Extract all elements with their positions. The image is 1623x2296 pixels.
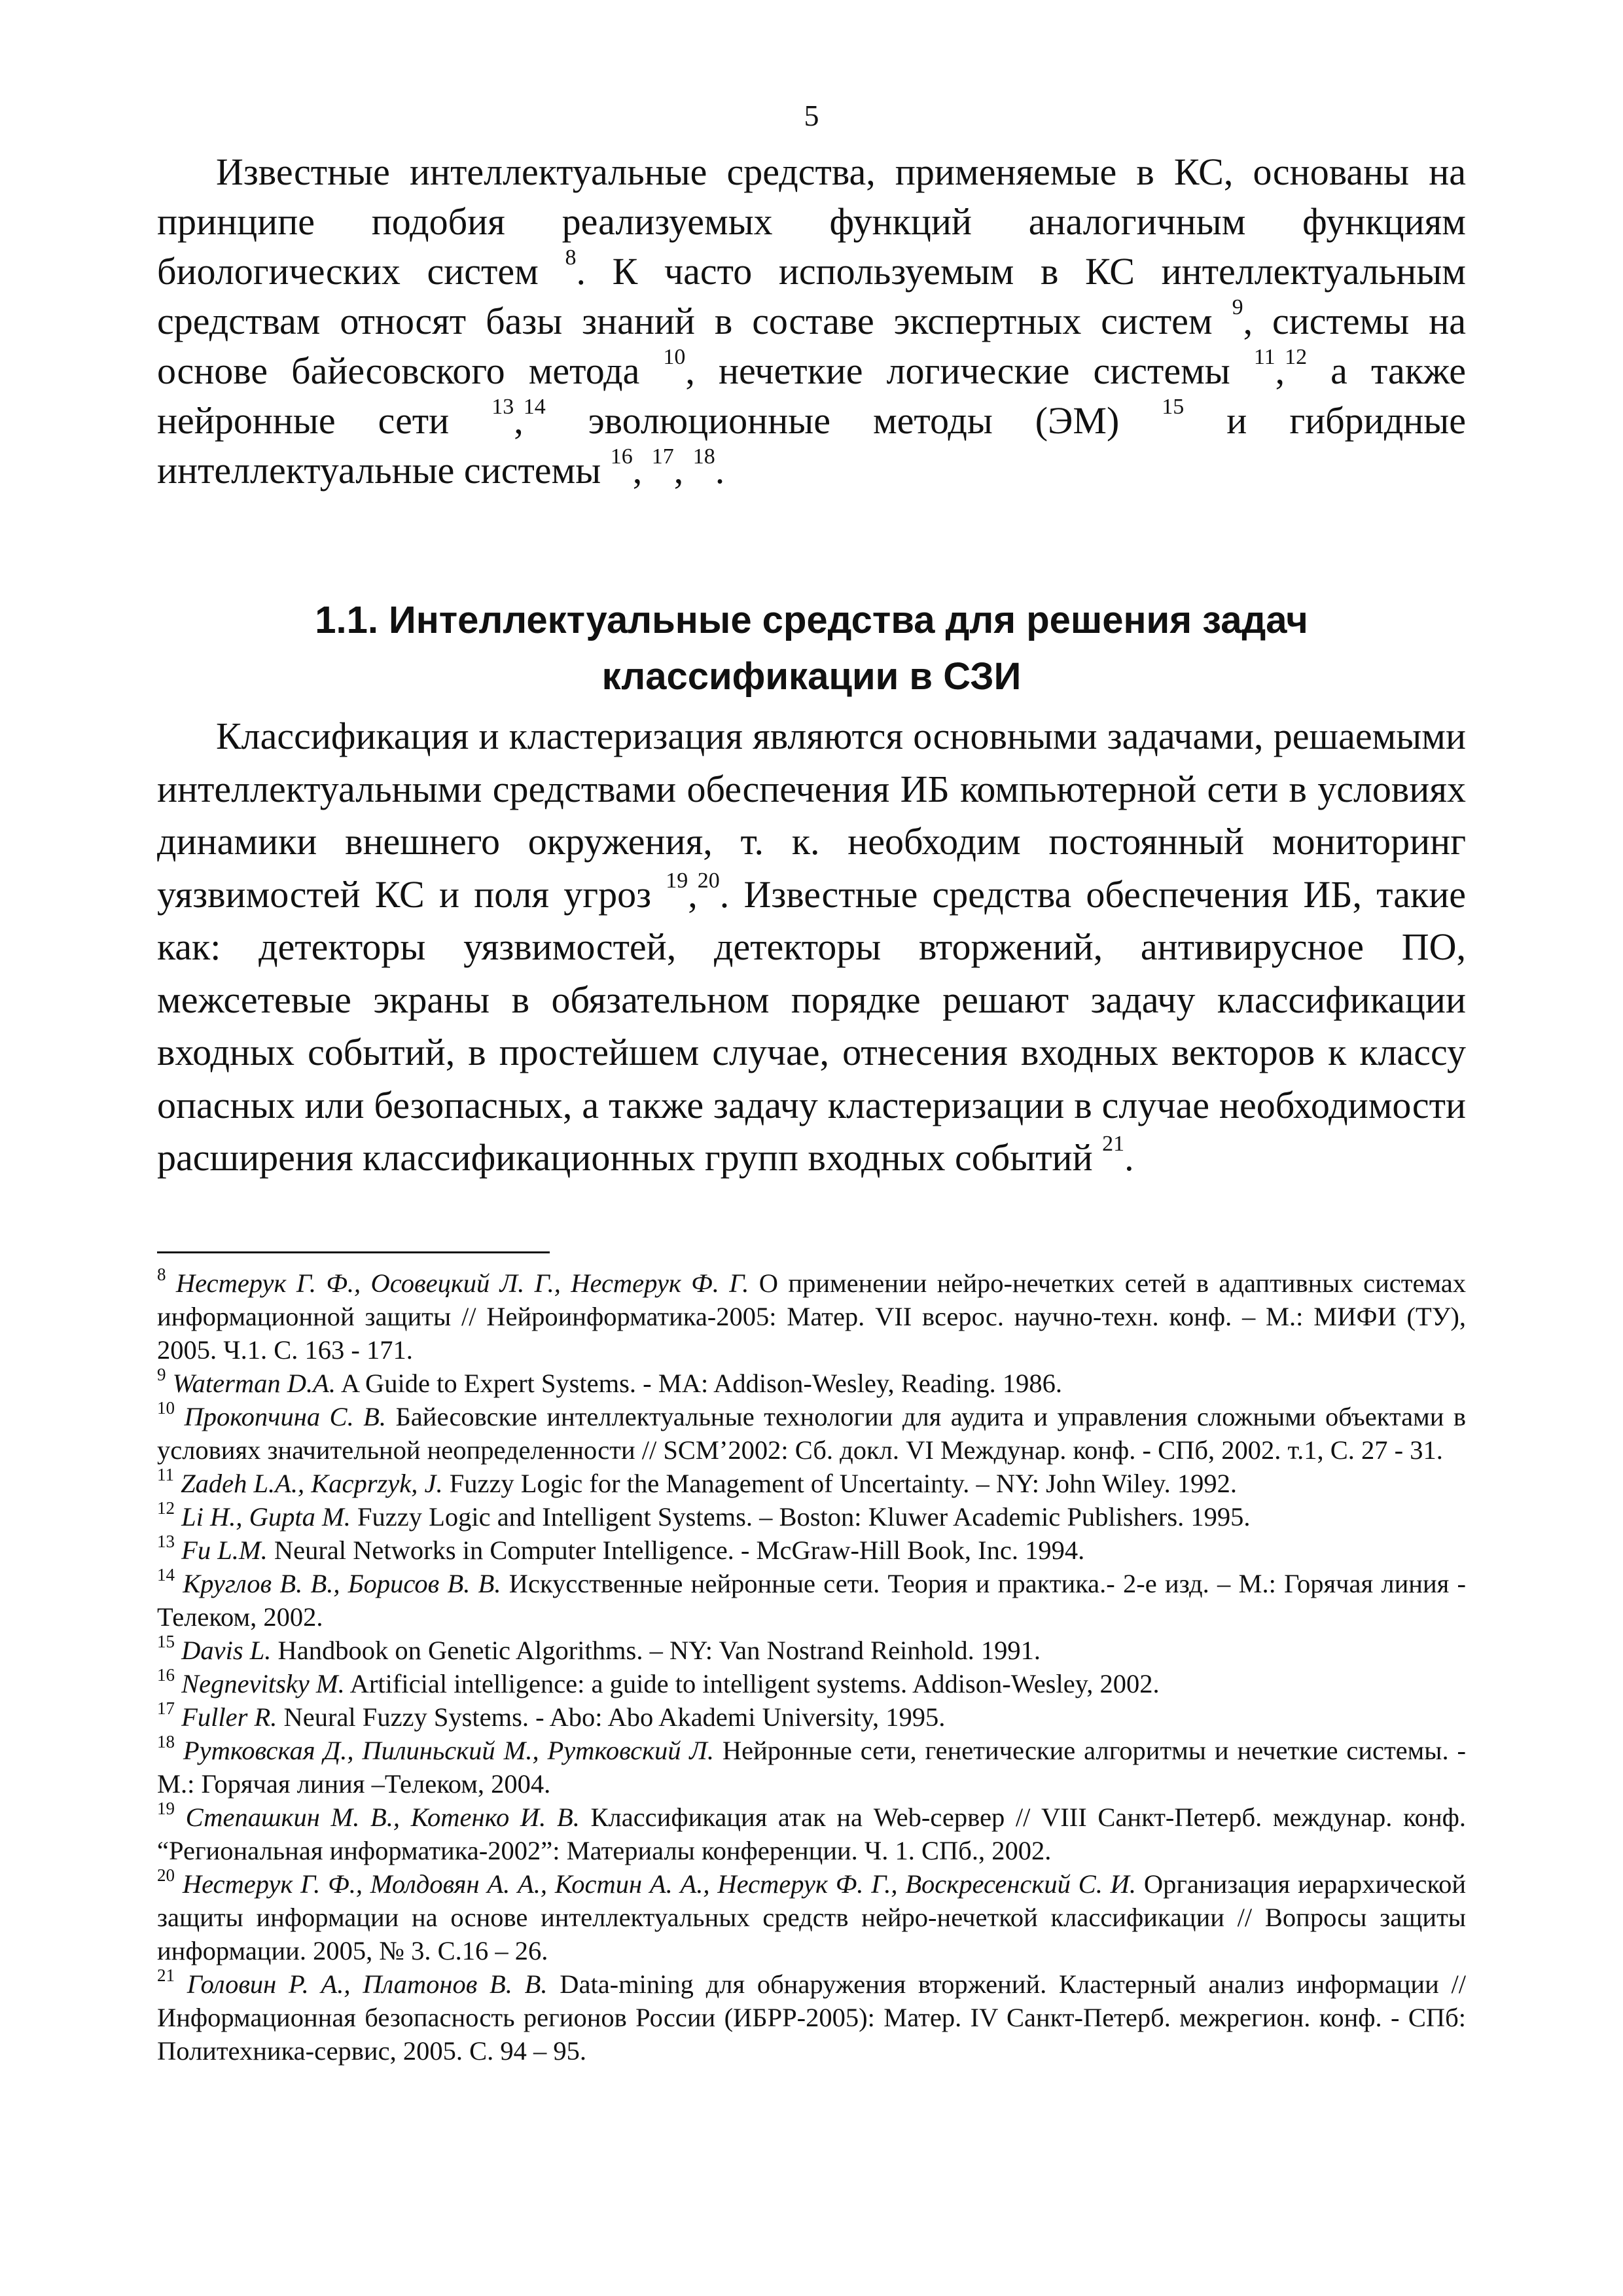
footnote-ref-10[interactable]: 10	[663, 345, 686, 369]
footnote-authors: Davis L.	[181, 1636, 272, 1665]
footnote-authors: Zadeh L.A., Kacprzyk, J.	[181, 1469, 443, 1498]
text-run: ,	[632, 449, 652, 492]
footnote-number: 21	[157, 1965, 175, 1985]
text-run: и гибридные интеллектуальные системы	[157, 399, 1466, 492]
footnote-17	[157, 1700, 1466, 1734]
text-run: эволюционные методы (ЭМ)	[545, 399, 1162, 442]
footnote-number: 15	[157, 1632, 175, 1651]
text-run: ,	[514, 399, 524, 442]
footnote-19	[157, 1801, 1466, 1867]
footnote-number: 12	[157, 1498, 175, 1518]
page-number: 5	[804, 99, 819, 132]
footnote-ref-12[interactable]: 12	[1285, 345, 1308, 369]
footnote-10	[157, 1400, 1466, 1467]
footnote-20	[157, 1867, 1466, 1967]
footnote-authors: Прокопчина С. В.	[184, 1402, 387, 1431]
footnote-text: Neural Fuzzy Systems. - Abo: Abo Akademi University, 1995.	[277, 1702, 946, 1732]
footnote-ref-18[interactable]: 18	[692, 444, 715, 469]
footnote-number: 18	[157, 1732, 175, 1751]
intro-paragraph	[157, 147, 1466, 495]
footnote-ref-21[interactable]: 21	[1102, 1132, 1125, 1156]
footnote-16	[157, 1667, 1466, 1700]
footnote-text: О применении нейро-нечетких сетей в адаптивных системах информационной защиты // Нейроинформатика-2005: Матер. VII всерос. научно-техн. конф. – М.: МИФИ (ТУ), 2005. Ч.1. С. 163 - 171.	[157, 1268, 1466, 1365]
footnote-authors: Степашкин М. В., Котенко И. В.	[185, 1803, 580, 1832]
footnote-12	[157, 1500, 1466, 1534]
footnote-number: 14	[157, 1565, 175, 1585]
footnote-21	[157, 1967, 1466, 2068]
footnote-ref-8[interactable]: 8	[565, 245, 577, 270]
footnote-authors: Fu L.M.	[181, 1535, 268, 1565]
section-paragraph	[157, 710, 1466, 1185]
text-run: . К часто используемым в КС интеллектуальным средствам относят базы знаний в составе экспертных систем	[157, 250, 1467, 342]
footnote-11	[157, 1467, 1466, 1500]
text-run: Классификация и кластеризация являются основными задачами, решаемыми интеллектуальными средствами обеспечения ИБ компьютерной сети в условиях динамики внешнего окружения, т. к. необходим постоянный мониторинг уязвимостей КС и поля угроз	[157, 715, 1466, 916]
footnote-13	[157, 1534, 1466, 1567]
footnote-ref-14[interactable]: 14	[523, 395, 546, 419]
footnote-15	[157, 1634, 1466, 1667]
footnote-text: Neural Networks in Computer Intelligence. - McGraw-Hill Book, Inc. 1994.	[267, 1535, 1085, 1565]
footnote-8	[157, 1266, 1466, 1367]
footnotes-list	[157, 1266, 1466, 2068]
footnote-authors: Круглов В. В., Борисов В. В.	[183, 1569, 501, 1598]
footnote-ref-17[interactable]: 17	[651, 444, 674, 469]
footnote-authors: Li H., Gupta M.	[181, 1502, 351, 1532]
footnote-authors: Нестерук Г. Ф., Молдовян А. А., Костин А. А., Нестерук Ф. Г., Воскресенский С. И.	[182, 1869, 1137, 1899]
text-run: .	[1124, 1136, 1134, 1179]
footnote-text: Байесовские интеллектуальные технологии для аудита и управления сложными объектами в условиях значительной неопределенности // SCM’2002: Сб. докл. VI Междунар. конф. - СПб, 2002. т.1, С. 27 - 31.	[157, 1402, 1466, 1465]
section-heading-line-1: 1.1. Интеллектуальные средства для решения задач	[315, 599, 1308, 641]
footnote-text: Нейронные сети, генетические алгоритмы и нечеткие системы. - М.: Горячая линия –Телеком, 2004.	[157, 1736, 1467, 1799]
footnote-14	[157, 1567, 1466, 1634]
footnote-number: 19	[157, 1799, 175, 1818]
section-heading-line-2: классификации в СЗИ	[601, 655, 1022, 698]
footnote-number: 11	[157, 1465, 174, 1484]
footnote-text: Классификация атак на Web-сервер // VIII Санкт-Петерб. междунар. конф. “Региональная информатика-2002”: Материалы конференции. Ч. 1. СПб., 2002.	[157, 1803, 1466, 1865]
footnote-text: Data-mining для обнаружения вторжений. Кластерный анализ информации // Информационная безопасность регионов России (ИБРР-2005): Матер. IV Санкт-Петерб. межрегион. конф. - СПб: Политехника-сервис, 2005. С. 94 – 95.	[157, 1969, 1467, 2066]
footnote-ref-19[interactable]: 19	[666, 868, 688, 893]
text-run: . Известные средства обеспечения ИБ, такие как: детекторы уязвимостей, детекторы вторжений, антивирусное ПО, межсетевые экраны в обязательном порядке решают задачу классификации входных событий, в простейшем случае, отнесения входных векторов к классу опасных или безопасных, а также задачу кластеризации в случае необходимости расширения классификационных групп входных событий	[157, 872, 1466, 1179]
footnote-authors: Рутковская Д., Пилиньский М., Рутковский Л.	[183, 1736, 714, 1765]
section-heading	[157, 592, 1466, 705]
text-run: а также нейронные сети	[157, 350, 1466, 442]
footnote-ref-16[interactable]: 16	[610, 444, 633, 469]
footnote-ref-9[interactable]: 9	[1232, 295, 1243, 319]
footnote-authors: Fuller R.	[181, 1702, 277, 1732]
footnote-number: 9	[157, 1365, 166, 1384]
footnote-18	[157, 1734, 1466, 1801]
footnote-ref-20[interactable]: 20	[697, 868, 720, 893]
intro-text	[157, 147, 1466, 495]
footnote-9	[157, 1367, 1466, 1400]
text-run: ,	[673, 449, 693, 492]
footnote-ref-11[interactable]: 11	[1253, 345, 1275, 369]
footnote-text: A Guide to Expert Systems. - MA: Addison-Wesley, Reading. 1986.	[336, 1369, 1063, 1398]
footnote-text: Организация иерархической защиты информации на основе интеллектуальных средств нейро-нечеткой классификации // Вопросы защиты информации. 2005, № 3. С.16 – 26.	[157, 1869, 1466, 1965]
text-run: .	[715, 449, 725, 492]
footnote-number: 8	[157, 1265, 166, 1284]
footnote-authors: Waterman D.A.	[172, 1369, 336, 1398]
text-run: Известные интеллектуальные средства, применяемые в КС, основаны на принципе подобия реализуемых функций аналогичным функциям биологических систем	[157, 151, 1466, 293]
footnote-text: Fuzzy Logic for the Management of Uncertainty. – NY: John Wiley. 1992.	[442, 1469, 1238, 1498]
footnote-text: Handbook on Genetic Algorithms. – NY: Van Nostrand Reinhold. 1991.	[271, 1636, 1041, 1665]
text-run: ,	[1275, 350, 1285, 392]
footnote-separator	[157, 1251, 550, 1253]
footnote-text: Fuzzy Logic and Intelligent Systems. – Boston: Kluwer Academic Publishers. 1995.	[350, 1502, 1251, 1532]
text-run: , нечеткие логические системы	[685, 350, 1254, 392]
footnote-ref-13[interactable]: 13	[491, 395, 514, 419]
footnote-number: 16	[157, 1665, 175, 1685]
footnote-number: 20	[157, 1865, 175, 1885]
footnote-text: Artificial intelligence: a guide to intelligent systems. Addison-Wesley, 2002.	[344, 1669, 1160, 1698]
footnote-authors: Нестерук Г. Ф., Осовецкий Л. Г., Нестерук Ф. Г.	[175, 1268, 749, 1298]
footnote-number: 10	[157, 1398, 175, 1418]
footnote-authors: Головин Р. А., Платонов В. В.	[187, 1969, 548, 1999]
text-run: , системы на основе байесовского метода	[157, 300, 1466, 392]
footnote-number: 17	[157, 1698, 175, 1718]
footnote-number: 13	[157, 1532, 175, 1551]
footnote-text: Искусственные нейронные сети. Теория и практика.- 2-е изд. – М.: Горячая линия - Телеком, 2002.	[157, 1569, 1467, 1632]
footnote-authors: Negnevitsky M.	[181, 1669, 345, 1698]
footnote-ref-15[interactable]: 15	[1162, 395, 1185, 419]
text-run: ,	[688, 872, 698, 916]
